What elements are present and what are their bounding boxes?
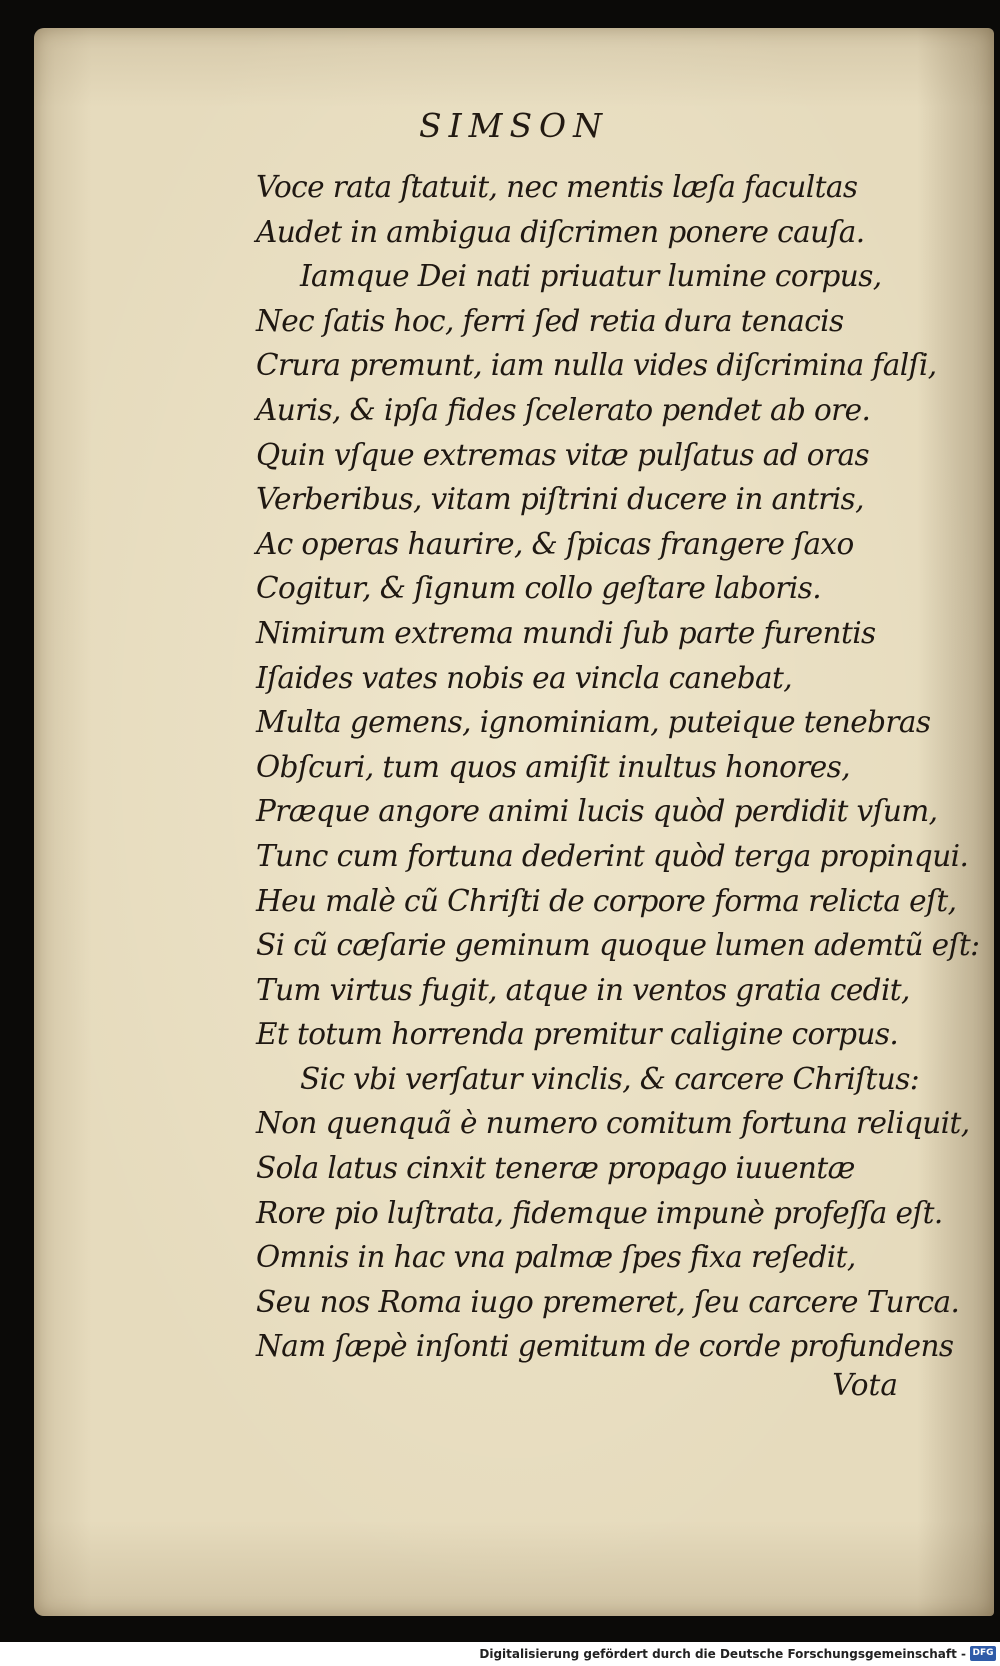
- verse-line: Auris, & ipſa fides ſcelerato pendet ab ore.: [256, 392, 871, 427]
- running-header: SIMSON: [419, 106, 609, 145]
- verse-line: Et totum horrenda premitur caligine corpus.: [256, 1017, 899, 1052]
- verse-line: Iamque Dei nati priuatur lumine corpus,: [300, 259, 882, 294]
- verse-line: Seu nos Roma iugo premeret, ſeu carcere Turca.: [256, 1284, 960, 1319]
- catchword: Vota: [832, 1368, 898, 1402]
- verse-line: Crura premunt, iam nulla vides diſcrimina falſi,: [256, 348, 937, 383]
- verse-line: Sic vbi verſatur vinclis, & carcere Chriſtus:: [300, 1061, 920, 1096]
- verse-line: Ac operas haurire, & ſpicas frangere ſaxo: [256, 526, 854, 561]
- verse-line: Tum virtus fugit, atque in ventos gratia cedit,: [256, 972, 910, 1007]
- verse-line: Non quenquã è numero comitum fortuna reliquit,: [256, 1106, 970, 1141]
- verse-line: Iſaides vates nobis ea vincla canebat,: [256, 660, 793, 695]
- verse-line: Tunc cum fortuna dederint quòd terga propinqui.: [256, 838, 969, 873]
- verse-line: Nam ſæpè inſonti gemitum de corde profundens: [256, 1329, 954, 1364]
- verse-line: Audet in ambigua diſcrimen ponere cauſa.: [256, 214, 865, 249]
- dfg-logo: DFG: [970, 1646, 996, 1661]
- verse-line: Multa gemens, ignominiam, puteique tenebras: [256, 705, 931, 740]
- footer-bar: [0, 1642, 1000, 1666]
- verse-line: Nec ſatis hoc, ferri ſed retia dura tenacis: [256, 303, 844, 338]
- funding-notice: Digitalisierung gefördert durch die Deutsche Forschungsgemeinschaft -: [479, 1647, 966, 1661]
- book-page: [34, 28, 994, 1616]
- verse-line: Rore pio luſtrata, fidemque impunè profeſſa eſt.: [256, 1195, 943, 1230]
- verse-line: Omnis in hac vna palmæ ſpes fixa reſedit,: [256, 1240, 856, 1275]
- verse-line: Heu malè cũ Chriſti de corpore forma relicta eſt,: [256, 883, 957, 918]
- verse-line: Obſcuri, tum quos amiſit inultus honores,: [256, 749, 850, 784]
- verse-line: Verberibus, vitam piſtrini ducere in antris,: [256, 482, 864, 517]
- verse-line: Si cũ cæſarie geminum quoque lumen ademtũ eſt:: [256, 928, 980, 963]
- verse-text-block: [256, 165, 980, 1369]
- verse-line: Voce rata ſtatuit, nec mentis læſa facultas: [256, 170, 858, 204]
- verse-line: Cogitur, & ſignum collo geſtare laboris.: [256, 571, 821, 606]
- verse-line: Sola latus cinxit teneræ propago iuuentæ: [256, 1151, 855, 1186]
- verse-line: Nimirum extrema mundi ſub parte furentis: [256, 615, 876, 650]
- verse-line: Præque angore animi lucis quòd perdidit vſum,: [256, 794, 938, 829]
- verse-line: Quin vſque extremas vitæ pulſatus ad oras: [256, 437, 869, 472]
